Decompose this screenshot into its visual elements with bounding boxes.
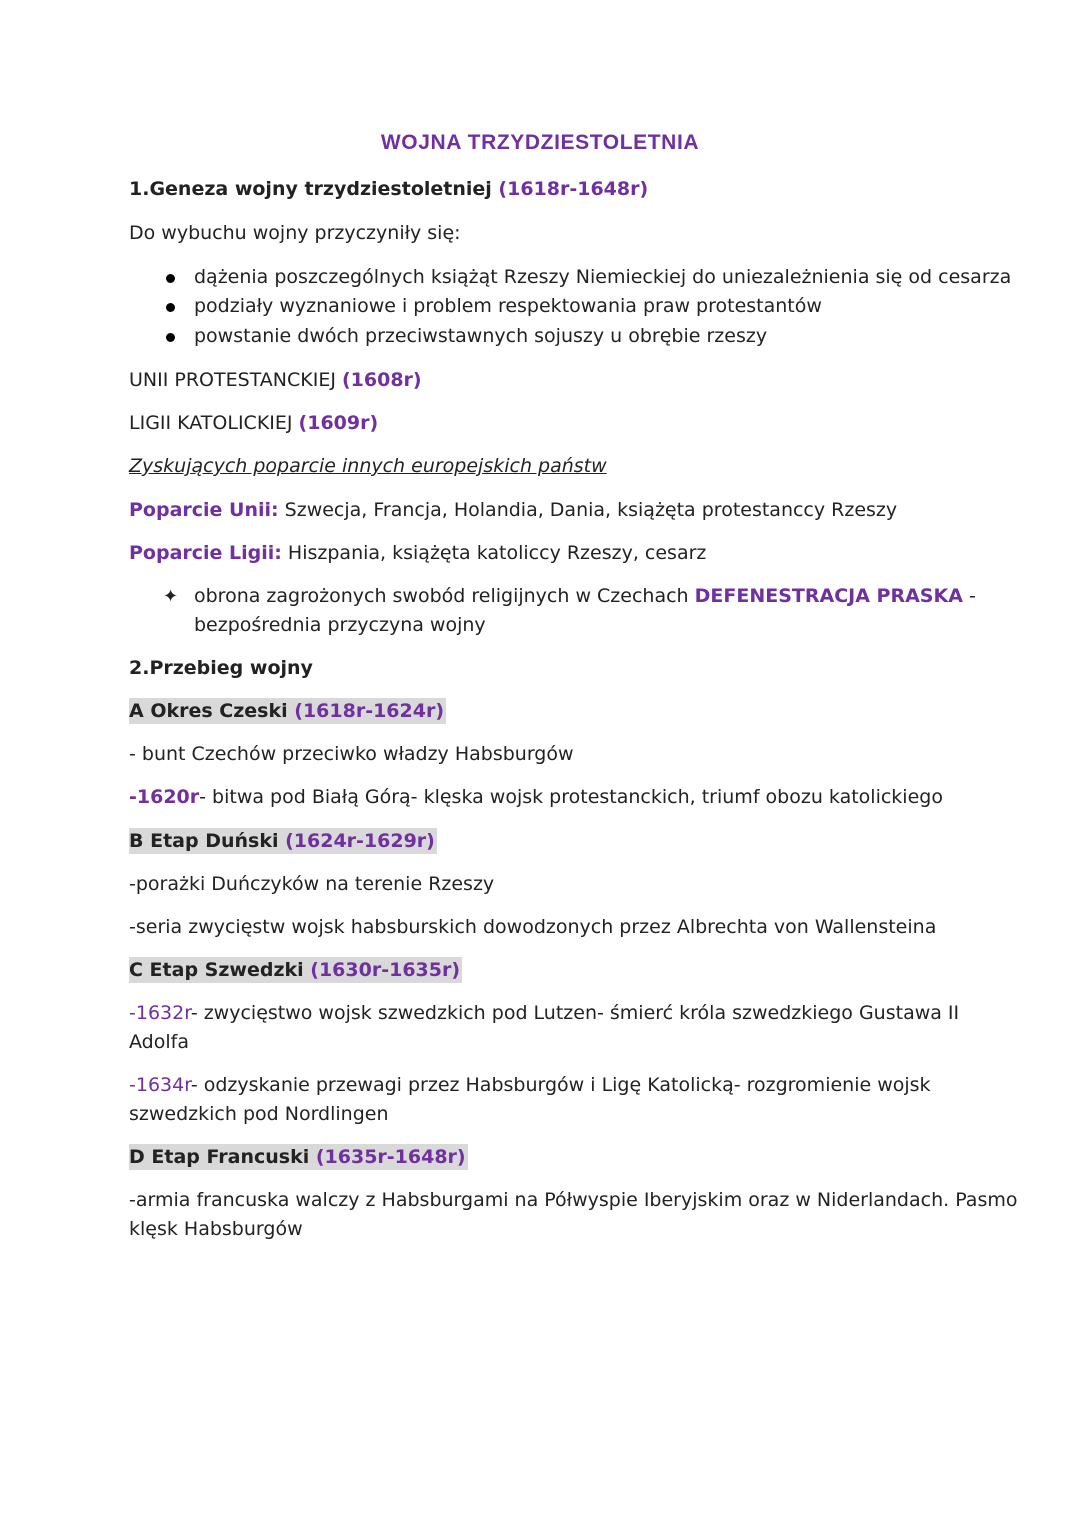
section-2-heading: 2.Przebieg wojny	[129, 657, 313, 679]
star-icon: ✦	[163, 586, 179, 607]
year: -1620r	[129, 786, 200, 808]
stage-c-item-2	[129, 1071, 931, 1100]
stage-heading-a	[129, 697, 446, 726]
stage-heading-d-box	[129, 1144, 468, 1170]
year: -1632r	[129, 1002, 191, 1024]
support-ligii-label: Poparcie Ligii:	[129, 542, 282, 564]
stage-years: (1635r-1648r)	[315, 1146, 466, 1168]
stage-a-item-2	[129, 783, 943, 812]
stage-heading-c-box	[129, 957, 462, 983]
star-text-part: obrona zagrożonych swobód religijnych w Czechach	[194, 585, 695, 607]
stage-heading-d	[129, 1143, 468, 1172]
support-ligii-line	[129, 539, 706, 568]
unia-year: (1608r)	[341, 369, 422, 391]
item-text: - odzyskanie przewagi przez Habsburgów i Ligę Katolicką- rozgromienie wojsk	[190, 1074, 931, 1096]
stage-heading-b-box	[129, 828, 437, 854]
stage-b-item-1: -porażki Duńczyków na terenie Rzeszy	[129, 873, 495, 895]
support-unii-text: Szwecja, Francja, Holandia, Dania, książęta protestanccy Rzeszy	[278, 499, 898, 521]
stage-years: (1630r-1635r)	[310, 959, 461, 981]
stage-name: C Etap Szwedzki	[129, 959, 304, 981]
bullet-text: podziały wyznaniowe i problem respektowania praw protestantów	[194, 295, 822, 317]
support-unii-label: Poparcie Unii:	[129, 499, 279, 521]
stage-name: D Etap Francuski	[129, 1146, 310, 1168]
liga-line	[129, 409, 378, 438]
year: -1634r	[129, 1074, 191, 1096]
support-unii-line	[129, 496, 897, 525]
star-highlight: DEFENESTRACJA PRASKA	[694, 585, 963, 607]
section-1-heading-text: 1.Geneza wojny trzydziestoletniej	[129, 178, 492, 200]
liga-label: LIGII KATOLICKIEJ	[129, 412, 293, 434]
item-text: - bitwa pod Białą Górą- klęska wojsk protestanckich, triumf obozu katolickiego	[199, 786, 943, 808]
bullet-icon	[163, 292, 193, 321]
stage-d-item-1-cont: klęsk Habsburgów	[129, 1218, 303, 1240]
stage-c-item-2-cont: szwedzkich pod Nordlingen	[129, 1103, 389, 1125]
stage-a-item-1: - bunt Czechów przeciwko władzy Habsburgów	[129, 743, 574, 765]
bullet-icon	[163, 263, 193, 292]
liga-year: (1609r)	[298, 412, 379, 434]
stage-b-item-2: -seria zwycięstw wojsk habsburskich dowodzonych przez Albrechta von Wallensteina	[129, 916, 937, 938]
star-text-line-2: bezpośrednia przyczyna wojny	[194, 614, 486, 636]
bullet-text: dążenia poszczególnych książąt Rzeszy Niemieckiej do uniezależnienia się od cesarza	[194, 266, 1012, 288]
stage-heading-a-box	[129, 698, 446, 724]
stage-c-item-1-cont: Adolfa	[129, 1031, 189, 1053]
bullet-text: powstanie dwóch przeciwstawnych sojuszy u obrębie rzeszy	[194, 325, 768, 347]
section-1-intro: Do wybuchu wojny przyczyniły się:	[129, 222, 461, 244]
section-1-heading	[129, 175, 648, 204]
stage-heading-b	[129, 827, 437, 856]
stage-years: (1618r-1624r)	[294, 700, 445, 722]
section-1-heading-years: (1618r-1648r)	[498, 178, 649, 200]
star-text-dash: -	[962, 585, 976, 607]
stage-heading-c	[129, 956, 462, 985]
stage-name: A Okres Czeski	[129, 700, 288, 722]
support-heading	[129, 452, 607, 481]
item-text: - zwycięstwo wojsk szwedzkich pod Lutzen- śmierć króla szwedzkiego Gustawa II	[190, 1002, 960, 1024]
unia-label: UNII PROTESTANCKIEJ	[129, 369, 336, 391]
stage-c-item-1	[129, 999, 959, 1028]
stage-d-item-1: -armia francuska walczy z Habsburgami na Półwyspie Iberyjskim oraz w Niderlandach. Pasmo	[129, 1189, 1018, 1211]
unia-line	[129, 366, 422, 395]
stage-name: B Etap Duński	[129, 830, 279, 852]
stage-years: (1624r-1629r)	[285, 830, 435, 852]
support-ligii-text: Hiszpania, książęta katoliccy Rzeszy, cesarz	[281, 542, 707, 564]
bullet-icon	[163, 322, 193, 351]
support-heading-text: Zyskujących poparcie innych europejskich państw	[129, 455, 607, 477]
document-title: WOJNA TRZYDZIESTOLETNIA	[380, 131, 700, 154]
star-text	[194, 582, 976, 611]
